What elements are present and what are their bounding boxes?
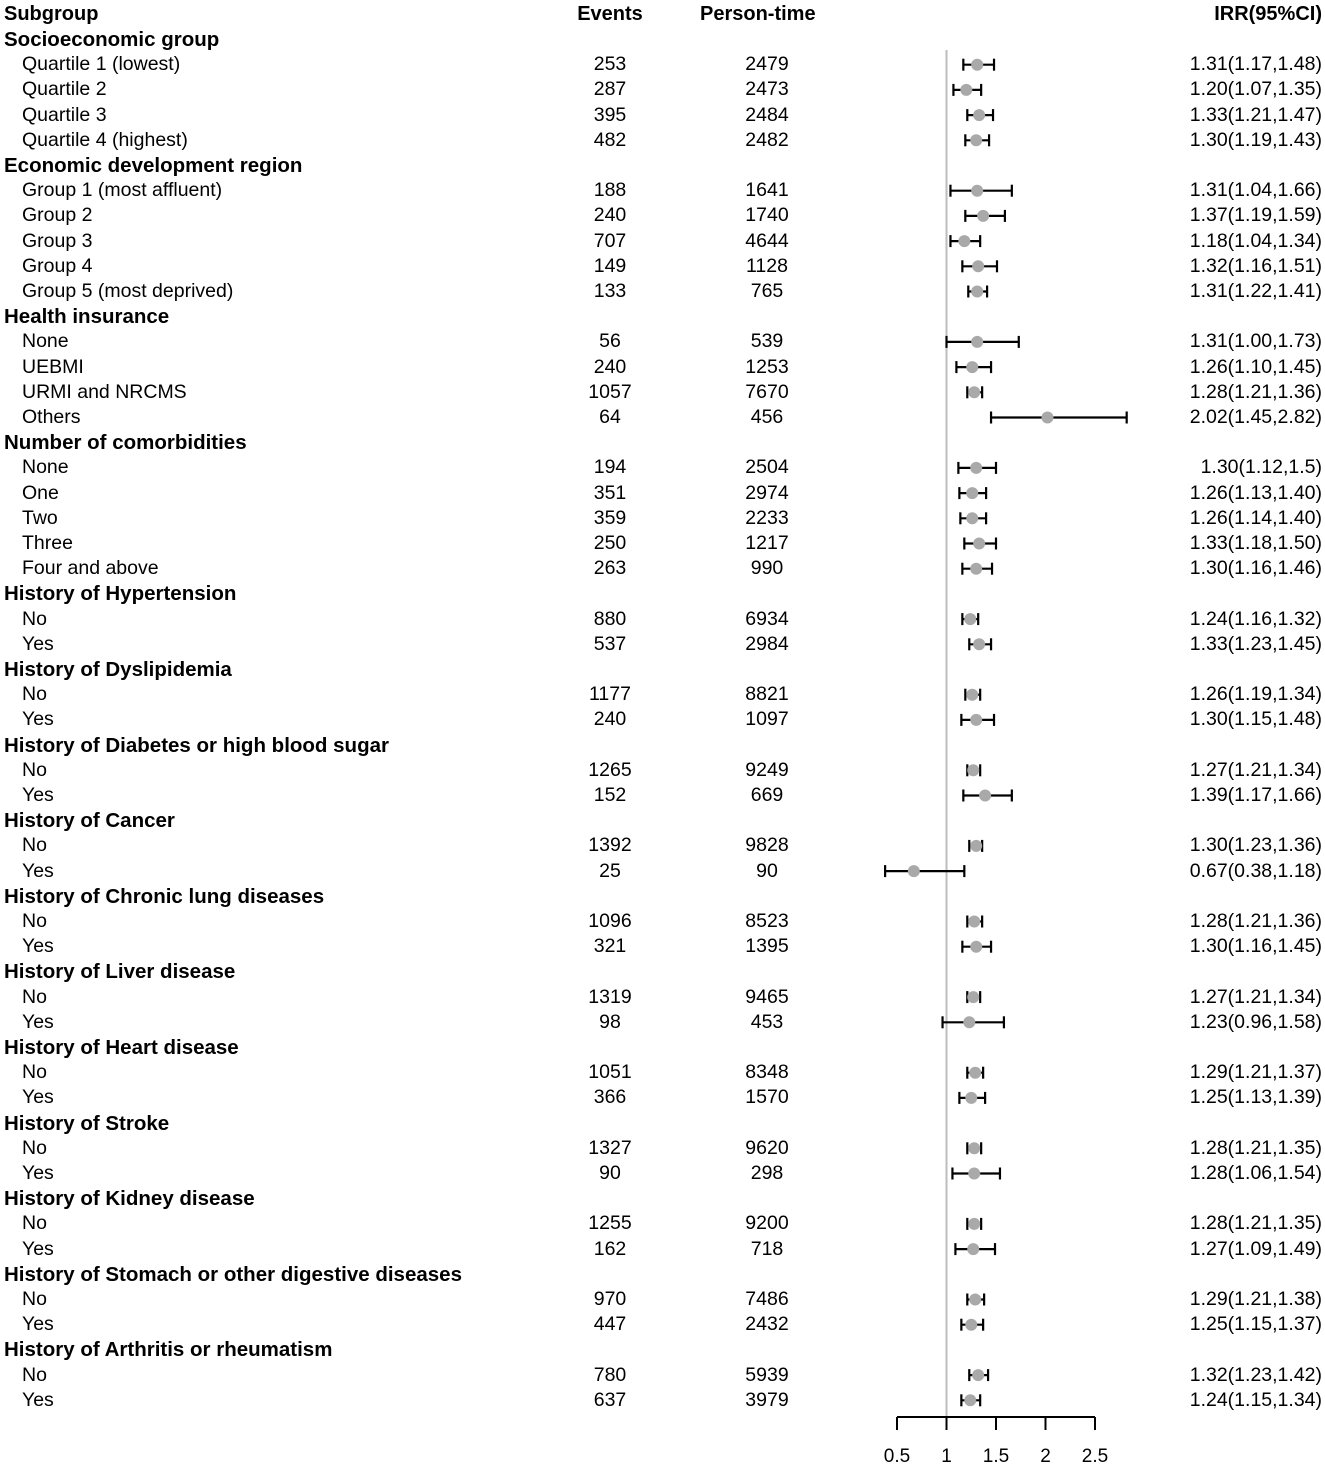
subgroup-label: URMI and NRCMS [22, 380, 187, 403]
events-value: 25 [599, 859, 621, 882]
irr-value: 1.26(1.13,1.40) [1189, 481, 1322, 504]
events-value: 537 [593, 632, 627, 655]
events-value: 56 [599, 330, 621, 353]
point-estimate [964, 613, 976, 625]
irr-value: 1.30(1.12,1.5) [1200, 456, 1322, 479]
irr-value: 1.27(1.09,1.49) [1189, 1237, 1322, 1260]
events-value: 1051 [588, 1061, 632, 1084]
header-events: Events [577, 3, 643, 25]
person-time-value: 8523 [745, 910, 789, 932]
group-heading: History of Stroke [4, 1111, 170, 1135]
subgroup-label: Quartile 4 (highest) [22, 128, 188, 151]
events-value: 707 [593, 229, 627, 252]
subgroup-label: Others [22, 406, 81, 428]
events-value: 482 [593, 128, 627, 151]
point-estimate [970, 563, 982, 575]
subgroup-label: Group 1 (most affluent) [22, 179, 223, 202]
person-time-value: 90 [756, 859, 778, 882]
events-value: 780 [593, 1363, 627, 1386]
point-estimate [966, 487, 978, 499]
subgroup-label: Group 4 [22, 254, 93, 277]
point-estimate [971, 185, 983, 197]
person-time-value: 5939 [745, 1363, 789, 1386]
events-value: 240 [593, 204, 627, 227]
point-estimate [968, 1142, 980, 1154]
point-estimate [958, 235, 970, 247]
point-estimate [969, 1294, 981, 1306]
events-value: 133 [593, 280, 627, 302]
person-time-value: 1217 [745, 532, 789, 554]
subgroup-label: Group 2 [22, 204, 93, 227]
person-time-value: 1395 [745, 935, 789, 958]
irr-value: 1.30(1.16,1.45) [1189, 935, 1322, 958]
point-estimate [970, 134, 982, 146]
subgroup-label: Yes [22, 708, 54, 731]
irr-value: 1.26(1.10,1.45) [1189, 355, 1322, 378]
irr-value: 1.25(1.15,1.37) [1189, 1313, 1322, 1336]
events-value: 287 [593, 78, 627, 101]
irr-value: 1.20(1.07,1.35) [1189, 78, 1322, 101]
events-value: 162 [593, 1237, 627, 1260]
person-time-value: 990 [750, 557, 784, 580]
point-estimate [972, 1369, 984, 1381]
subgroup-label: None [22, 456, 69, 479]
subgroup-label: None [22, 330, 69, 353]
person-time-value: 539 [750, 330, 784, 353]
person-time-value: 7486 [745, 1288, 789, 1310]
header-person-time: Person-time [700, 3, 816, 25]
subgroup-label: Yes [22, 1086, 54, 1109]
subgroup-label: Yes [22, 1313, 54, 1336]
person-time-value: 7670 [745, 380, 789, 403]
irr-value: 1.18(1.04,1.34) [1189, 229, 1322, 252]
person-time-value: 1097 [745, 708, 789, 731]
irr-value: 1.37(1.19,1.59) [1189, 204, 1322, 227]
x-tick-label: 1 [941, 1446, 952, 1467]
group-heading: History of Arthritis or rheumatism [4, 1338, 333, 1362]
person-time-value: 2984 [745, 632, 789, 655]
subgroup-label: One [22, 481, 59, 504]
irr-value: 1.29(1.21,1.37) [1189, 1061, 1322, 1084]
events-value: 253 [593, 53, 627, 76]
irr-value: 1.31(1.00,1.73) [1189, 330, 1322, 353]
group-heading: History of Dyslipidemia [4, 658, 232, 681]
point-estimate [970, 840, 982, 852]
x-tick-label: 2.5 [1081, 1446, 1109, 1467]
subgroup-label: Group 3 [22, 229, 93, 252]
events-value: 152 [593, 784, 627, 806]
group-heading: Socioeconomic group [4, 28, 220, 51]
irr-value: 1.30(1.23,1.36) [1189, 834, 1322, 857]
irr-value: 1.28(1.06,1.54) [1189, 1162, 1322, 1184]
events-value: 240 [593, 708, 627, 731]
irr-value: 1.24(1.16,1.32) [1189, 607, 1322, 630]
irr-value: 1.30(1.19,1.43) [1189, 128, 1322, 151]
subgroup-label: Group 5 (most deprived) [22, 280, 234, 302]
header-irr: IRR(95%CI) [1214, 3, 1322, 25]
person-time-value: 8821 [745, 683, 789, 706]
events-value: 366 [593, 1086, 627, 1109]
irr-value: 1.31(1.22,1.41) [1189, 280, 1322, 302]
group-heading: Number of comorbidities [4, 431, 247, 455]
point-estimate [968, 916, 980, 928]
point-estimate [972, 260, 984, 272]
events-value: 1265 [588, 758, 632, 781]
events-value: 98 [599, 1010, 621, 1033]
point-estimate [979, 790, 991, 802]
person-time-value: 9620 [745, 1136, 789, 1159]
events-value: 1327 [588, 1136, 632, 1159]
person-time-value: 9828 [745, 834, 789, 857]
group-heading: History of Heart disease [4, 1036, 239, 1059]
irr-value: 1.25(1.13,1.39) [1189, 1086, 1322, 1109]
subgroup-label: Yes [22, 632, 54, 655]
person-time-value: 2233 [745, 506, 789, 529]
subgroup-label: No [22, 1136, 47, 1159]
group-heading: History of Cancer [4, 809, 175, 833]
subgroup-label: No [22, 683, 47, 706]
subgroup-label: Yes [22, 784, 54, 806]
x-tick-label: 2 [1040, 1446, 1051, 1467]
point-estimate [960, 84, 972, 96]
point-estimate [971, 59, 983, 71]
irr-value: 1.23(0.96,1.58) [1189, 1010, 1322, 1033]
point-estimate [967, 991, 979, 1003]
point-estimate [964, 1394, 976, 1406]
subgroup-label: Yes [22, 1010, 54, 1033]
person-time-value: 4644 [745, 229, 789, 252]
irr-value: 1.24(1.15,1.34) [1189, 1388, 1322, 1411]
events-value: 880 [593, 607, 627, 630]
person-time-value: 2974 [745, 481, 789, 504]
person-time-value: 1641 [745, 179, 789, 202]
events-value: 970 [593, 1288, 627, 1310]
irr-value: 1.28(1.21,1.35) [1189, 1212, 1322, 1235]
events-value: 194 [593, 456, 627, 479]
irr-value: 1.33(1.18,1.50) [1189, 532, 1322, 554]
events-value: 447 [593, 1313, 627, 1336]
group-heading: History of Hypertension [4, 582, 237, 606]
irr-value: 1.32(1.16,1.51) [1189, 254, 1322, 277]
point-estimate [966, 361, 978, 373]
group-heading: History of Chronic lung diseases [4, 884, 325, 908]
point-estimate [908, 865, 920, 877]
person-time-value: 669 [750, 784, 784, 806]
subgroup-label: No [22, 834, 47, 857]
events-value: 188 [593, 179, 627, 202]
x-tick-label: 1.5 [982, 1446, 1010, 1467]
point-estimate [973, 109, 985, 121]
irr-value: 1.26(1.19,1.34) [1189, 683, 1322, 706]
events-value: 64 [599, 406, 621, 428]
events-value: 321 [593, 935, 627, 958]
subgroup-label: Yes [22, 935, 54, 958]
events-value: 637 [593, 1388, 627, 1411]
person-time-value: 765 [750, 280, 784, 302]
irr-value: 1.28(1.21,1.36) [1189, 380, 1322, 403]
events-value: 250 [593, 532, 627, 554]
point-estimate [977, 210, 989, 222]
subgroup-label: No [22, 1212, 47, 1235]
group-heading: Health insurance [4, 305, 170, 329]
person-time-value: 1253 [745, 355, 789, 378]
person-time-value: 2473 [745, 78, 789, 101]
person-time-value: 2479 [745, 53, 789, 76]
subgroup-label: Yes [22, 1162, 54, 1184]
point-estimate [967, 764, 979, 776]
header-subgroup: Subgroup [4, 3, 99, 25]
point-estimate [963, 1016, 975, 1028]
subgroup-label: Quartile 2 [22, 78, 107, 101]
person-time-value: 9465 [745, 985, 789, 1008]
point-estimate [970, 462, 982, 474]
events-value: 1177 [589, 683, 631, 706]
person-time-value: 1128 [746, 254, 788, 277]
events-value: 1057 [588, 380, 632, 403]
point-estimate [973, 638, 985, 650]
subgroup-label: UEBMI [22, 355, 84, 378]
irr-value: 1.30(1.16,1.46) [1189, 557, 1322, 580]
point-estimate [969, 1067, 981, 1079]
point-estimate [967, 1243, 979, 1255]
person-time-value: 1570 [745, 1086, 789, 1109]
person-time-value: 456 [750, 406, 784, 428]
irr-value: 1.32(1.23,1.42) [1189, 1363, 1322, 1386]
irr-value: 1.28(1.21,1.35) [1189, 1136, 1322, 1159]
x-tick-label: 0.5 [883, 1446, 911, 1467]
point-estimate [966, 689, 978, 701]
subgroup-label: No [22, 758, 47, 781]
person-time-value: 3979 [745, 1388, 789, 1411]
subgroup-label: Three [22, 532, 73, 554]
events-value: 1392 [588, 834, 632, 857]
events-value: 351 [593, 481, 627, 504]
person-time-value: 9249 [745, 758, 789, 781]
point-estimate [971, 286, 983, 298]
person-time-value: 2504 [745, 456, 789, 479]
point-estimate [970, 941, 982, 953]
group-heading: History of Stomach or other digestive diseases [4, 1262, 462, 1286]
person-time-value: 1740 [745, 204, 789, 227]
irr-value: 1.29(1.21,1.38) [1189, 1288, 1322, 1310]
person-time-value: 453 [750, 1010, 784, 1033]
irr-value: 1.26(1.14,1.40) [1189, 506, 1322, 529]
person-time-value: 8348 [745, 1061, 789, 1084]
point-estimate [968, 1218, 980, 1230]
irr-value: 1.31(1.04,1.66) [1189, 179, 1322, 202]
point-estimate [970, 714, 982, 726]
subgroup-label: Quartile 1 (lowest) [22, 53, 181, 76]
point-estimate [965, 1092, 977, 1104]
subgroup-label: Yes [22, 1388, 54, 1411]
point-estimate [965, 1319, 977, 1331]
subgroup-label: Two [22, 506, 58, 529]
subgroup-label: No [22, 1288, 47, 1310]
person-time-value: 718 [750, 1237, 784, 1260]
events-value: 263 [593, 557, 627, 580]
group-heading: History of Diabetes or high blood sugar [4, 733, 389, 757]
irr-value: 1.31(1.17,1.48) [1189, 53, 1322, 76]
irr-value: 1.27(1.21,1.34) [1189, 758, 1322, 781]
group-heading: Economic development region [4, 154, 303, 177]
point-estimate [968, 1168, 980, 1180]
events-value: 359 [593, 506, 627, 529]
subgroup-label: Yes [22, 1237, 54, 1260]
irr-value: 1.33(1.23,1.45) [1189, 632, 1322, 655]
subgroup-label: Quartile 3 [22, 103, 107, 126]
point-estimate [968, 386, 980, 398]
group-heading: History of Kidney disease [4, 1187, 255, 1211]
irr-value: 1.28(1.21,1.36) [1189, 910, 1322, 932]
group-heading: History of Liver disease [4, 960, 236, 984]
subgroup-label: Four and above [22, 557, 159, 580]
irr-value: 1.39(1.17,1.66) [1189, 784, 1322, 806]
irr-value: 1.33(1.21,1.47) [1189, 103, 1322, 126]
events-value: 1096 [588, 910, 632, 932]
events-value: 1319 [588, 985, 632, 1008]
point-estimate [1041, 412, 1053, 424]
subgroup-label: No [22, 985, 47, 1008]
subgroup-label: Yes [22, 859, 54, 882]
events-value: 1255 [588, 1212, 632, 1235]
irr-value: 1.27(1.21,1.34) [1189, 985, 1322, 1008]
subgroup-label: No [22, 1363, 47, 1386]
subgroup-label: No [22, 1061, 47, 1084]
point-estimate [971, 336, 983, 348]
person-time-value: 9200 [745, 1212, 789, 1235]
person-time-value: 298 [750, 1162, 784, 1184]
events-value: 240 [593, 355, 627, 378]
events-value: 395 [593, 103, 627, 126]
events-value: 149 [593, 254, 627, 277]
person-time-value: 2482 [745, 128, 789, 151]
irr-value: 0.67(0.38,1.18) [1189, 859, 1322, 882]
person-time-value: 6934 [745, 607, 789, 630]
events-value: 90 [599, 1162, 621, 1184]
irr-value: 2.02(1.45,2.82) [1189, 406, 1322, 428]
subgroup-label: No [22, 607, 47, 630]
point-estimate [973, 538, 985, 550]
person-time-value: 2432 [745, 1313, 789, 1336]
subgroup-label: No [22, 910, 47, 932]
point-estimate [966, 512, 978, 524]
person-time-value: 2484 [745, 103, 789, 126]
irr-value: 1.30(1.15,1.48) [1189, 708, 1322, 731]
